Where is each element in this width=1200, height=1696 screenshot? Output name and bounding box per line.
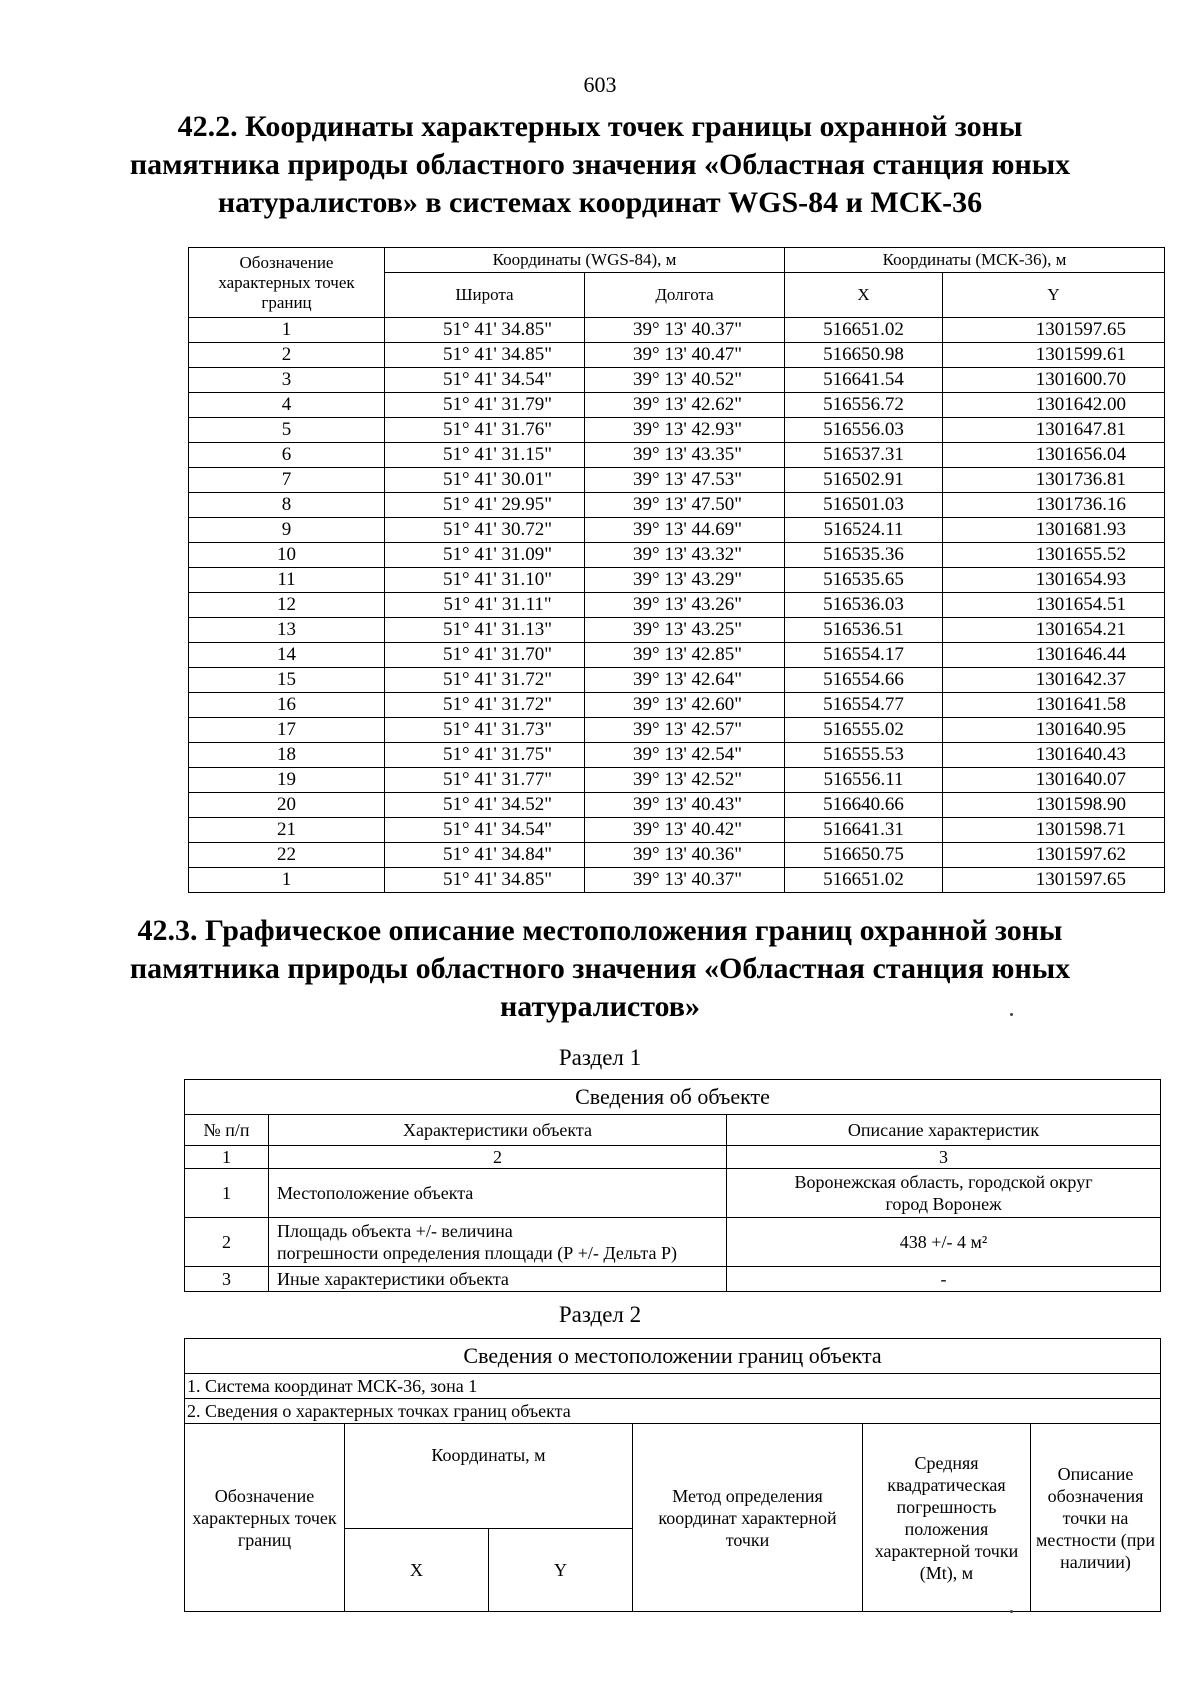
y-cell: 1301642.00 xyxy=(943,393,1165,418)
point-number-cell: 8 xyxy=(189,493,385,518)
latitude-cell: 51° 41' 31.70" xyxy=(385,643,585,668)
longitude-cell: 39° 13' 43.35" xyxy=(585,443,785,468)
longitude-cell: 39° 13' 43.26" xyxy=(585,593,785,618)
point-number-cell: 15 xyxy=(189,668,385,693)
latitude-cell: 51° 41' 29.95" xyxy=(385,493,585,518)
point-number-cell: 19 xyxy=(189,768,385,793)
point-number-cell: 1 xyxy=(189,868,385,893)
longitude-cell: 39° 13' 40.36" xyxy=(585,843,785,868)
heading-line: памятника природы областного значения «Областная станция юных xyxy=(129,148,1071,181)
x-cell: 516650.75 xyxy=(785,843,943,868)
heading-line: натуралистов» в системах координат WGS-84 и МСК-36 xyxy=(217,186,983,219)
table-row xyxy=(189,593,1165,618)
latitude-cell: 51° 41' 34.85" xyxy=(385,343,585,368)
latitude-cell: 51° 41' 31.75" xyxy=(385,743,585,768)
table-row xyxy=(189,843,1165,868)
y-cell: 1301642.37 xyxy=(943,668,1165,693)
x-cell: 516555.02 xyxy=(785,718,943,743)
table-row xyxy=(189,443,1165,468)
x-cell: 516641.31 xyxy=(785,818,943,843)
coordinates-header: Координаты, м xyxy=(345,1424,633,1529)
col-number-3: 3 xyxy=(727,1146,1161,1169)
x-header: X xyxy=(785,273,943,318)
point-number-cell: 9 xyxy=(189,518,385,543)
table-row xyxy=(189,618,1165,643)
section-heading-42-3 xyxy=(0,912,1200,1026)
x-cell: 516651.02 xyxy=(785,318,943,343)
col-header-number: № п/п xyxy=(185,1115,269,1146)
col-header-description: Описание характеристик xyxy=(727,1115,1161,1146)
longitude-cell: 39° 13' 40.37" xyxy=(585,318,785,343)
x-cell: 516536.03 xyxy=(785,593,943,618)
characteristic-line: Площадь объекта +/- величина xyxy=(277,1221,513,1241)
coordinate-system-cell: 1. Система координат МСК-36, зона 1 xyxy=(185,1374,1161,1399)
point-number-cell: 20 xyxy=(189,793,385,818)
y-cell: 1301656.04 xyxy=(943,443,1165,468)
msk-group-header: Координаты (МСК-36), м xyxy=(785,248,1165,273)
table-row xyxy=(189,718,1165,743)
longitude-cell: 39° 13' 43.25" xyxy=(585,618,785,643)
y-header: Y xyxy=(489,1529,633,1612)
table-row xyxy=(189,368,1165,393)
longitude-cell: 39° 13' 43.29" xyxy=(585,568,785,593)
latitude-cell: 51° 41' 34.52" xyxy=(385,793,585,818)
point-number-cell: 7 xyxy=(189,468,385,493)
row-number: 1 xyxy=(185,1169,269,1218)
description-line: Воронежская область, городской округ xyxy=(794,1172,1093,1192)
point-number-cell: 22 xyxy=(189,843,385,868)
point-number-cell: 16 xyxy=(189,693,385,718)
point-number-cell: 3 xyxy=(189,368,385,393)
y-cell: 1301641.58 xyxy=(943,693,1165,718)
y-cell: 1301646.44 xyxy=(943,643,1165,668)
col-header-characteristics: Характеристики объекта xyxy=(269,1115,727,1146)
latitude-cell: 51° 41' 31.72" xyxy=(385,693,585,718)
latitude-cell: 51° 41' 31.72" xyxy=(385,668,585,693)
longitude-cell: 39° 13' 42.54" xyxy=(585,743,785,768)
table-row xyxy=(189,468,1165,493)
point-number-cell: 6 xyxy=(189,443,385,468)
description-cell xyxy=(727,1169,1161,1218)
page-number: 603 xyxy=(583,72,617,97)
latitude-header: Широта xyxy=(385,273,585,318)
point-number-cell: 13 xyxy=(189,618,385,643)
table-row xyxy=(189,668,1165,693)
y-cell: 1301655.52 xyxy=(943,543,1165,568)
x-cell: 516524.11 xyxy=(785,518,943,543)
y-cell: 1301598.71 xyxy=(943,818,1165,843)
characteristic-cell xyxy=(269,1267,727,1292)
x-cell: 516556.11 xyxy=(785,768,943,793)
point-number-cell: 10 xyxy=(189,543,385,568)
longitude-cell: 39° 13' 40.37" xyxy=(585,868,785,893)
x-cell: 516501.03 xyxy=(785,493,943,518)
latitude-cell: 51° 41' 31.15" xyxy=(385,443,585,468)
y-cell: 1301598.90 xyxy=(943,793,1165,818)
y-cell: 1301599.61 xyxy=(943,343,1165,368)
y-cell: 1301736.81 xyxy=(943,468,1165,493)
characteristic-line: Местоположение объекта xyxy=(277,1183,474,1203)
point-number-cell: 18 xyxy=(189,743,385,768)
latitude-cell: 51° 41' 34.85" xyxy=(385,868,585,893)
x-cell: 516651.02 xyxy=(785,868,943,893)
scan-speck xyxy=(1010,1610,1013,1613)
longitude-cell: 39° 13' 42.57" xyxy=(585,718,785,743)
y-cell: 1301597.65 xyxy=(943,868,1165,893)
longitude-cell: 39° 13' 40.47" xyxy=(585,343,785,368)
longitude-cell: 39° 13' 47.53" xyxy=(585,468,785,493)
scan-speck xyxy=(1010,1013,1013,1016)
longitude-cell: 39° 13' 42.93" xyxy=(585,418,785,443)
y-cell: 1301597.65 xyxy=(943,318,1165,343)
table-row xyxy=(189,643,1165,668)
longitude-cell: 39° 13' 42.85" xyxy=(585,643,785,668)
designation-header-line: границ xyxy=(261,292,312,312)
row-number: 2 xyxy=(185,1218,269,1267)
point-number-cell: 2 xyxy=(189,343,385,368)
y-cell: 1301640.95 xyxy=(943,718,1165,743)
heading-line: памятника природы областного значения «Областная станция юных xyxy=(129,952,1071,985)
designation-header xyxy=(189,248,385,318)
table-row xyxy=(189,743,1165,768)
table-row xyxy=(189,418,1165,443)
characteristic-line: Иные характеристики объекта xyxy=(277,1269,509,1289)
characteristic-line: погрешности определения площади (Р +/- Дельта Р) xyxy=(277,1243,677,1263)
x-cell: 516554.66 xyxy=(785,668,943,693)
x-cell: 516554.77 xyxy=(785,693,943,718)
y-cell: 1301681.93 xyxy=(943,518,1165,543)
y-cell: 1301654.21 xyxy=(943,618,1165,643)
longitude-cell: 39° 13' 40.52" xyxy=(585,368,785,393)
description-line: - xyxy=(940,1269,947,1289)
table-row xyxy=(185,1267,1161,1292)
wgs-group-header: Координаты (WGS-84), м xyxy=(385,248,785,273)
col-number-1: 1 xyxy=(185,1146,269,1169)
y-cell: 1301597.62 xyxy=(943,843,1165,868)
x-cell: 516554.17 xyxy=(785,643,943,668)
table-row xyxy=(189,543,1165,568)
latitude-cell: 51° 41' 31.79" xyxy=(385,393,585,418)
table-row xyxy=(189,343,1165,368)
longitude-cell: 39° 13' 42.62" xyxy=(585,393,785,418)
latitude-cell: 51° 41' 31.10" xyxy=(385,568,585,593)
latitude-cell: 51° 41' 34.54" xyxy=(385,368,585,393)
latitude-cell: 51° 41' 30.01" xyxy=(385,468,585,493)
table-row xyxy=(189,318,1165,343)
table-row xyxy=(189,693,1165,718)
table-row xyxy=(189,518,1165,543)
section-1-label: Раздел 1 xyxy=(558,1045,642,1070)
designation-header-line: Обозначение xyxy=(239,252,334,272)
latitude-cell: 51° 41' 31.13" xyxy=(385,618,585,643)
description-cell xyxy=(727,1218,1161,1267)
table-row xyxy=(189,818,1165,843)
longitude-header: Долгота xyxy=(585,273,785,318)
y-cell: 1301640.43 xyxy=(943,743,1165,768)
column-number-row xyxy=(185,1146,1161,1169)
section-2-title: Сведения о местоположении границ объекта xyxy=(185,1339,1161,1374)
row-number: 3 xyxy=(185,1267,269,1292)
error-header: Средняя квадратическая погрешность положения характерной точки (Mt), м xyxy=(863,1424,1031,1612)
table-title-row xyxy=(185,1080,1161,1115)
section-heading-42-2 xyxy=(0,108,1200,222)
table-row xyxy=(189,493,1165,518)
latitude-cell: 51° 41' 31.11" xyxy=(385,593,585,618)
x-cell: 516640.66 xyxy=(785,793,943,818)
table-row xyxy=(189,568,1165,593)
points-info-row xyxy=(185,1399,1161,1424)
y-header: Y xyxy=(943,273,1165,318)
point-number-cell: 12 xyxy=(189,593,385,618)
longitude-cell: 39° 13' 42.64" xyxy=(585,668,785,693)
description-line: город Воронеж xyxy=(885,1194,1002,1214)
point-number-cell: 11 xyxy=(189,568,385,593)
y-cell: 1301736.16 xyxy=(943,493,1165,518)
latitude-cell: 51° 41' 31.73" xyxy=(385,718,585,743)
y-cell: 1301647.81 xyxy=(943,418,1165,443)
coordinates-table xyxy=(188,247,1165,893)
table-title-row xyxy=(185,1339,1161,1374)
x-cell: 516535.65 xyxy=(785,568,943,593)
x-cell: 516535.36 xyxy=(785,543,943,568)
latitude-cell: 51° 41' 31.76" xyxy=(385,418,585,443)
point-number-cell: 17 xyxy=(189,718,385,743)
description-line: 438 +/- 4 м² xyxy=(899,1232,988,1252)
designation-header: Обозначение характерных точек границ xyxy=(185,1424,345,1612)
y-cell: 1301654.51 xyxy=(943,593,1165,618)
boundary-location-table xyxy=(184,1338,1161,1612)
table-row xyxy=(185,1169,1161,1218)
x-cell: 516556.03 xyxy=(785,418,943,443)
heading-line: 42.3. Графическое описание местоположения границ охранной зоны xyxy=(137,914,1063,947)
x-cell: 516537.31 xyxy=(785,443,943,468)
longitude-cell: 39° 13' 42.52" xyxy=(585,768,785,793)
longitude-cell: 39° 13' 43.32" xyxy=(585,543,785,568)
col-number-2: 2 xyxy=(269,1146,727,1169)
latitude-cell: 51° 41' 30.72" xyxy=(385,518,585,543)
table-row xyxy=(189,868,1165,893)
y-cell: 1301640.07 xyxy=(943,768,1165,793)
heading-line: 42.2. Координаты характерных точек границы охранной зоны xyxy=(177,110,1023,143)
characteristic-cell xyxy=(269,1169,727,1218)
table-header-row xyxy=(189,248,1165,273)
latitude-cell: 51° 41' 31.09" xyxy=(385,543,585,568)
latitude-cell: 51° 41' 34.85" xyxy=(385,318,585,343)
longitude-cell: 39° 13' 40.42" xyxy=(585,818,785,843)
latitude-cell: 51° 41' 34.84" xyxy=(385,843,585,868)
y-cell: 1301654.93 xyxy=(943,568,1165,593)
table-header-row xyxy=(185,1115,1161,1146)
characteristic-cell xyxy=(269,1218,727,1267)
heading-line: натуралистов» xyxy=(499,990,701,1023)
table-row xyxy=(189,393,1165,418)
x-header: X xyxy=(345,1529,489,1612)
table-row xyxy=(185,1218,1161,1267)
x-cell: 516650.98 xyxy=(785,343,943,368)
coordinate-system-row xyxy=(185,1374,1161,1399)
table-header-row xyxy=(185,1424,1161,1529)
x-cell: 516556.72 xyxy=(785,393,943,418)
latitude-cell: 51° 41' 34.54" xyxy=(385,818,585,843)
points-info-cell: 2. Сведения о характерных точках границ объекта xyxy=(185,1399,1161,1424)
point-number-cell: 4 xyxy=(189,393,385,418)
longitude-cell: 39° 13' 44.69" xyxy=(585,518,785,543)
method-header: Метод определения координат характерной точки xyxy=(633,1424,863,1612)
point-number-cell: 5 xyxy=(189,418,385,443)
longitude-cell: 39° 13' 40.43" xyxy=(585,793,785,818)
section-2-label: Раздел 2 xyxy=(558,1302,642,1327)
latitude-cell: 51° 41' 31.77" xyxy=(385,768,585,793)
longitude-cell: 39° 13' 42.60" xyxy=(585,693,785,718)
description-cell xyxy=(727,1267,1161,1292)
table-row xyxy=(189,793,1165,818)
table-row xyxy=(189,768,1165,793)
object-info-table xyxy=(184,1079,1161,1292)
point-number-cell: 21 xyxy=(189,818,385,843)
x-cell: 516555.53 xyxy=(785,743,943,768)
x-cell: 516641.54 xyxy=(785,368,943,393)
point-number-cell: 1 xyxy=(189,318,385,343)
designation-header-line: характерных точек xyxy=(218,272,355,292)
x-cell: 516536.51 xyxy=(785,618,943,643)
section-1-title: Сведения об объекте xyxy=(185,1080,1161,1115)
point-number-cell: 14 xyxy=(189,643,385,668)
y-cell: 1301600.70 xyxy=(943,368,1165,393)
longitude-cell: 39° 13' 47.50" xyxy=(585,493,785,518)
x-cell: 516502.91 xyxy=(785,468,943,493)
description-header: Описание обозначения точки на местности (при наличии) xyxy=(1031,1424,1161,1612)
